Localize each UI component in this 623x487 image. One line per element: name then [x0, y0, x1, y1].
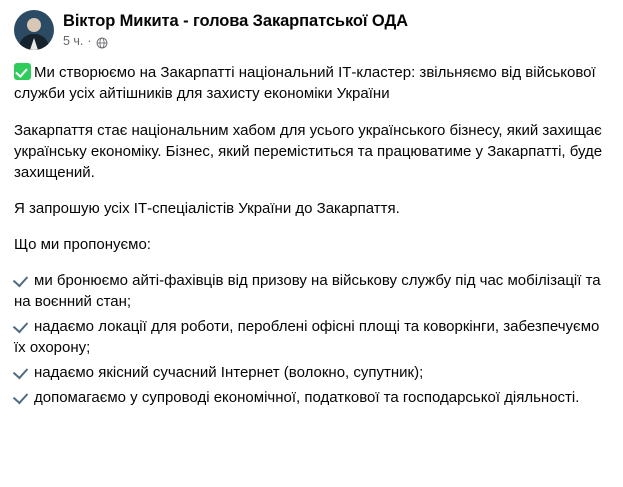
post-header: [14, 10, 609, 52]
avatar[interactable]: [14, 10, 54, 50]
offer-list-item: [14, 270, 609, 312]
grey-check-emoji-icon: [14, 363, 31, 380]
offer-list-item: [14, 316, 609, 358]
offer-list-item-text: надаємо локації для роботи, пероблені офісні площі та коворкінги, забезпечуємо їх охорону;: [14, 318, 600, 356]
post-header-text: [63, 10, 408, 49]
post-paragraph-2: Я запрошую усіх ІТ-спеціалістів України до Закарпаття.: [14, 200, 400, 217]
offer-list-item: [14, 362, 609, 383]
grey-check-emoji-icon: [14, 317, 31, 334]
green-check-emoji-icon: [14, 63, 31, 80]
grey-check-emoji-icon: [14, 388, 31, 405]
post-lead-paragraph: [14, 62, 609, 104]
meta-separator: ·: [87, 34, 92, 48]
post-paragraph-3: Що ми пропонуємо:: [14, 236, 151, 253]
post-paragraph-1: Закарпаття стає національним хабом для усього українського бізнесу, який захищає українську економіку. Бізнес, який переміститься та працюватиме у Закарпатті, буде захищений.: [14, 122, 603, 181]
offer-list-item-text: надаємо якісний сучасний Інтернет (волокно, супутник);: [34, 364, 424, 381]
post-body: [14, 52, 609, 408]
post-lead-text: Ми створюємо на Закарпатті національний ІТ-кластер: звільняємо від військової служби усіх айтішників для захисту економіки України: [14, 64, 596, 102]
offer-list-item-text: допомагаємо у супроводі економічної, податкової та господарської діяльності.: [34, 389, 580, 406]
grey-check-emoji-icon: [14, 271, 31, 288]
offer-list-item: [14, 387, 609, 408]
avatar-head: [27, 18, 41, 32]
offer-list-item-text: ми бронюємо айті-фахівців від призову на військову службу під час мобілізації та на воєнний стан;: [14, 272, 601, 310]
offer-list: [14, 270, 609, 408]
post-timestamp[interactable]: 5 ч.: [63, 34, 84, 48]
globe-icon[interactable]: [96, 37, 108, 49]
post-meta: [63, 34, 408, 49]
author-name[interactable]: Віктор Микита - голова Закарпатської ОДА: [63, 12, 408, 30]
